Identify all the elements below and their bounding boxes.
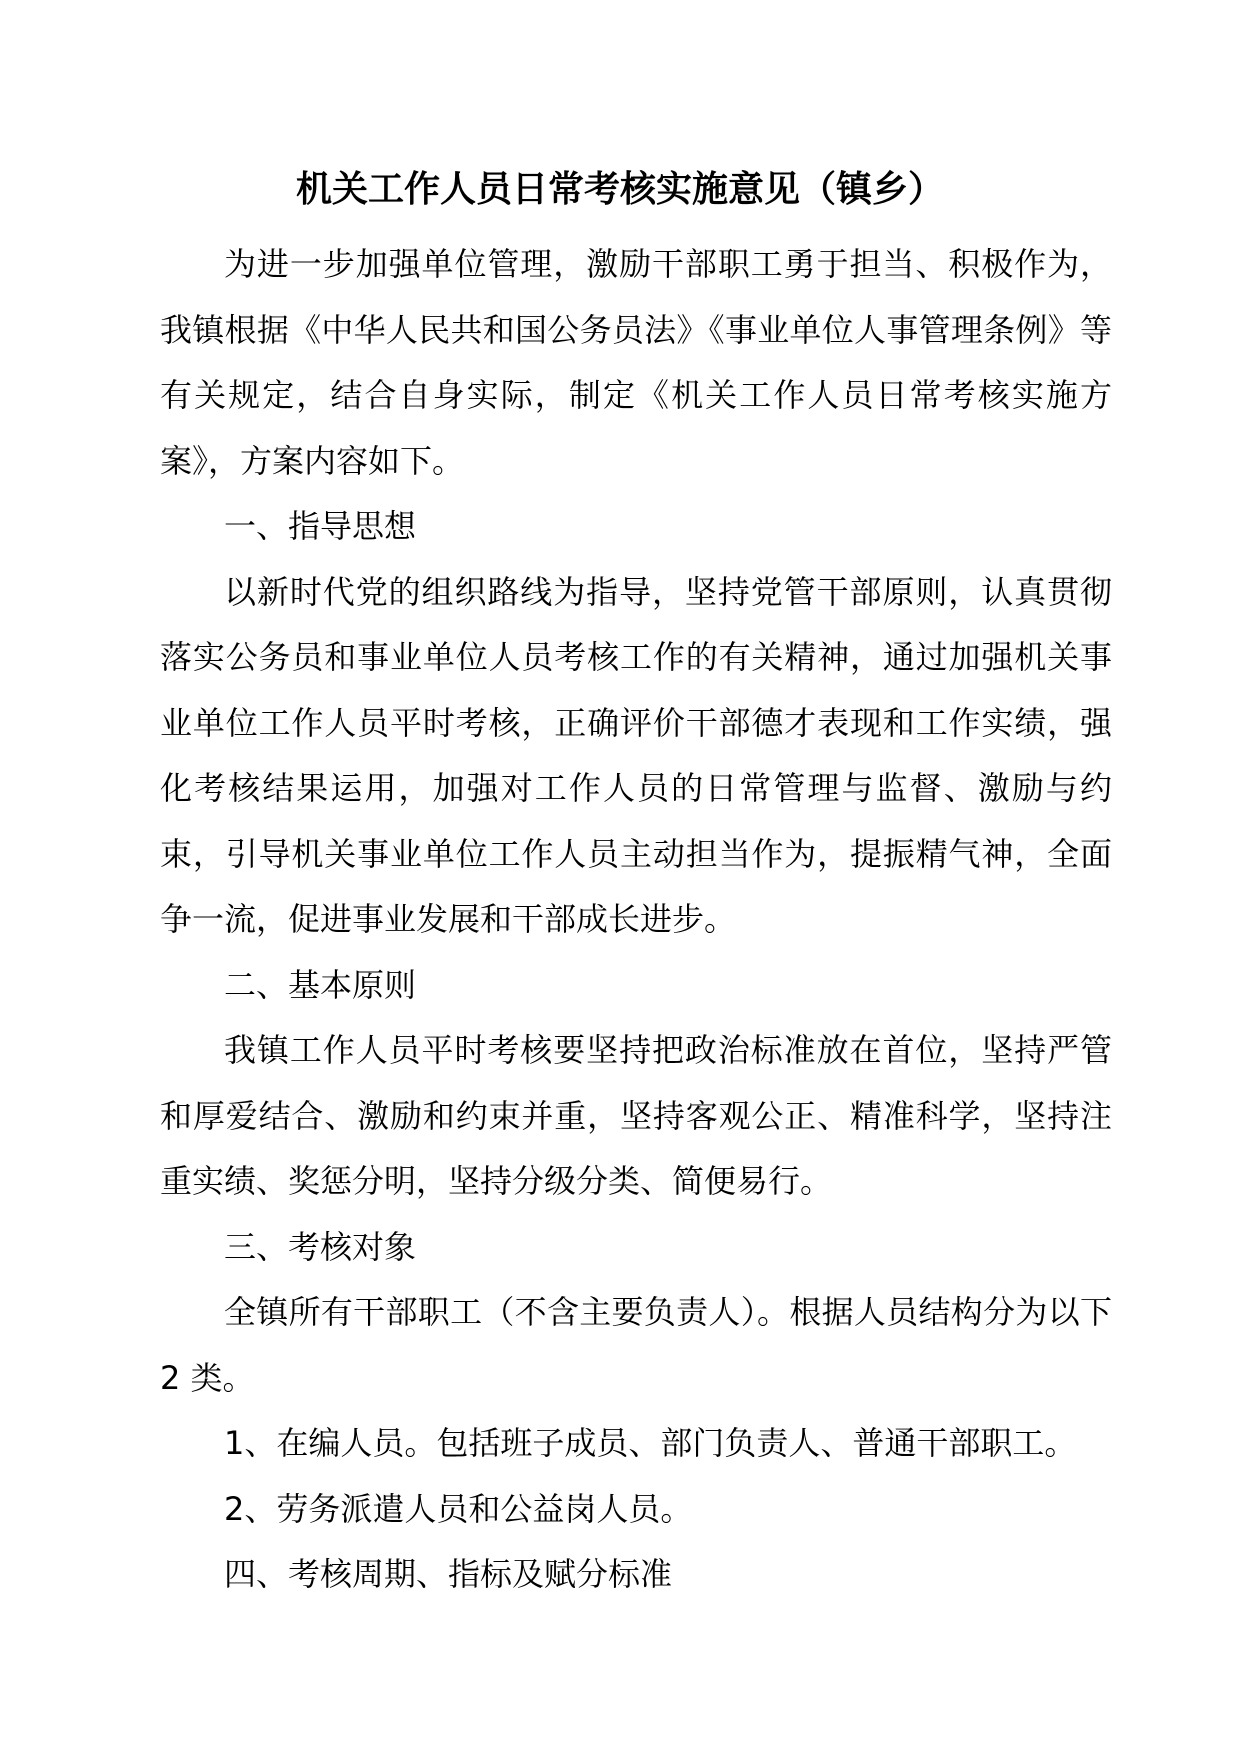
section-heading-basic-principles: 二、基本原则 [224,965,417,1004]
guiding-ideology-paragraph: 以新时代党的组织路线为指导，坚持党管干部原则，认真贯彻落实公务员和事业单位人员考核工作的有关精神，通过加强机关事业单位工作人员平时考核，正确评价干部德才表现和工作实绩，强化考核结果运用，加强对工作人员的日常管理与监督、激励与约束，引导机关事业单位工作人员主动担当作为，提振精气神，全面争一流，促进事业发展和干部成长进步。 [160,572,1112,938]
basic-principles-paragraph: 我镇工作人员平时考核要坚持把政治标准放在首位，坚持严管和厚爱结合、激励和约束并重，坚持客观公正、精准科学，坚持注重实绩、奖惩分明，坚持分级分类、简便易行。 [160,1031,1112,1200]
document-title: 机关工作人员日常考核实施意见（镇乡） [295,169,944,210]
section-heading-cycle-indicators: 四、考核周期、指标及赋分标准 [224,1555,673,1593]
section-heading-guiding-ideology: 一、指导思想 [224,507,417,545]
list-item-staff-category-2: 2、劳务派遣人员和公益岗人员。 [224,1489,693,1528]
intro-paragraph: 为进一步加强单位管理，激励干部职工勇于担当、积极作为，我镇根据《中华人民共和国公务员法》《事业单位人事管理条例》等有关规定，结合自身实际，制定《机关工作人员日常考核实施方案》，方案内容如下。 [160,245,1112,480]
assessment-targets-paragraph: 全镇所有干部职工（不含主要负责人）。根据人员结构分为以下 2 类。 [160,1293,1112,1397]
section-heading-assessment-targets: 三、考核对象 [224,1227,417,1266]
list-item-staff-category-1: 1、在编人员。包括班子成员、部门负责人、普通干部职工。 [224,1424,1077,1462]
document-body [160,232,1112,1608]
